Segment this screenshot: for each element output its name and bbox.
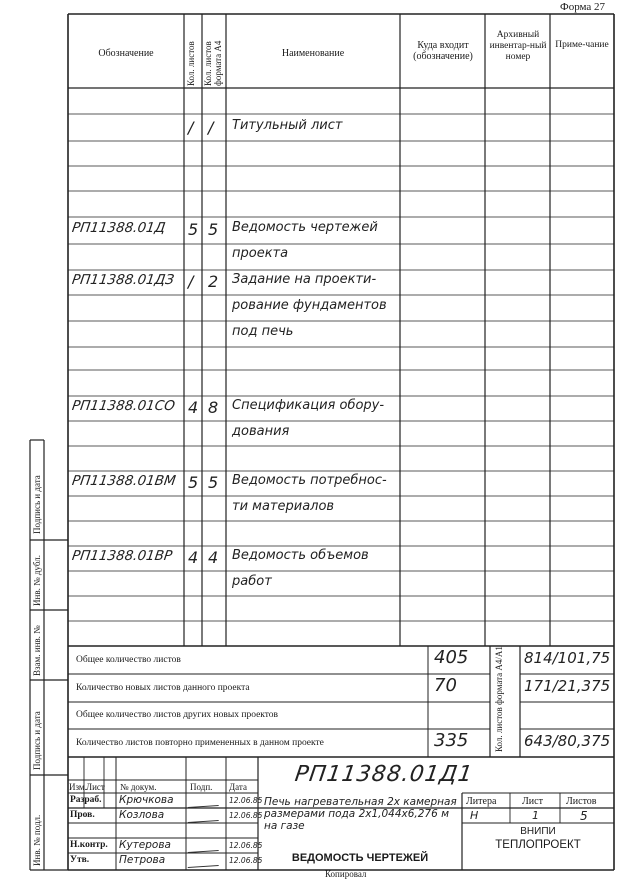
row-sheets-count: 4 — [188, 548, 199, 567]
row-name: ти материалов — [232, 499, 335, 514]
row-sheets-count: 4 — [188, 398, 199, 417]
row-name: рование фундаментов — [232, 298, 387, 313]
title-person-name: Козлова — [119, 809, 165, 821]
header-included-in: Куда входит (обозначение) — [413, 40, 473, 62]
header-note: Приме-чание — [555, 40, 609, 50]
title-col-header: № докум. — [120, 782, 157, 792]
row-sheets-a4: 4 — [208, 548, 219, 567]
side-inv-orig: Инв. № подл. — [32, 814, 42, 866]
side-sign-date-bottom: Подпись и дата — [32, 711, 42, 770]
sheets-value: 5 — [580, 809, 588, 823]
side-vzam-inv: Взам. инв. № — [32, 625, 42, 676]
row-name: Спецификация обору- — [232, 398, 385, 413]
litera-value: Н — [470, 809, 479, 822]
row-designation: РП11388.01ДЗ — [70, 272, 176, 288]
title-col-header: Дата — [229, 782, 247, 792]
doc-title: ВЕДОМОСТЬ ЧЕРТЕЖЕЙ — [291, 852, 429, 864]
title-date: 12.06.85 — [229, 856, 263, 865]
header-name: Наименование — [281, 48, 345, 59]
row-sheets-a4: 8 — [208, 398, 219, 417]
total-value: 70 — [434, 675, 457, 696]
total-a4-value: 814/101,75 — [524, 649, 611, 667]
row-name: Ведомость объемов — [232, 548, 369, 563]
header-sheets-a4 — [203, 16, 223, 86]
title-role: Н.контр. — [70, 840, 108, 850]
title-role: Пров. — [70, 810, 95, 820]
row-sheets-a4: 5 — [208, 220, 219, 239]
total-label: Количество листов повторно примененных в данном проекте — [76, 738, 324, 748]
row-name: работ — [232, 574, 272, 589]
org-line1: ВНИПИ — [520, 826, 556, 837]
title-role: Утв. — [70, 855, 90, 865]
row-name: дования — [232, 424, 290, 439]
row-sheets-count: 5 — [188, 220, 199, 239]
total-value: 335 — [434, 730, 469, 751]
sheets-label: Листов — [566, 796, 597, 807]
header-sheets-count: Кол. листов — [186, 41, 196, 86]
total-a4-value: 643/80,375 — [524, 732, 611, 750]
row-sheets-count: / — [188, 118, 194, 137]
side-sign-date-top: Подпись и дата — [32, 475, 42, 534]
title-col-header: Лист — [86, 782, 105, 792]
litera-label: Литера — [466, 796, 497, 807]
row-designation: РП11388.01СО — [70, 398, 176, 414]
row-name: Ведомость потребнос- — [232, 473, 387, 488]
row-sheets-count: 5 — [188, 473, 199, 492]
sheet-value: 1 — [532, 809, 539, 822]
row-name: Ведомость чертежей — [232, 220, 378, 235]
total-label: Общее количество листов — [76, 655, 181, 665]
sheet-label: Лист — [522, 796, 543, 807]
row-sheets-a4: / — [208, 118, 214, 137]
row-sheets-count: / — [188, 272, 194, 291]
footer-copied: Копировал — [325, 869, 367, 879]
doc-description: Печь нагревательная 2х камерная размерами пода 2х1,044х6,276 м на газе — [264, 796, 457, 832]
title-person-name: Кутерова — [119, 839, 171, 851]
side-inv-dupl: Инв. № дубл. — [32, 555, 42, 606]
header-archive: Архивный инвентар-ный номер — [489, 30, 547, 62]
row-sheets-a4: 5 — [208, 473, 219, 492]
row-designation: РП11388.01ВМ — [70, 473, 177, 489]
title-date: 12.06.85 — [229, 841, 263, 850]
total-a4-value: 171/21,375 — [524, 677, 611, 695]
title-date: 12.06.85 — [229, 811, 263, 820]
header-designation: Обозначение — [98, 48, 154, 59]
row-name: Задание на проекти- — [232, 272, 377, 287]
title-person-name: Крючкова — [119, 794, 174, 806]
doc-code: РП11388.01Д1 — [293, 762, 475, 787]
title-person-name: Петрова — [119, 854, 166, 866]
total-value: 405 — [434, 647, 469, 668]
org-line2: ТЕПЛОПРОЕКТ — [495, 839, 581, 851]
totals-side-label: Кол. листов формата А4/А1 — [494, 646, 504, 752]
row-name: под печь — [232, 324, 294, 339]
row-name: Титульный лист — [232, 118, 343, 133]
row-sheets-a4: 2 — [208, 272, 219, 291]
title-col-header: Подп. — [190, 782, 213, 792]
title-col-header: Изм. — [69, 782, 87, 792]
row-designation: РП11388.01ВР — [70, 548, 174, 564]
form-label: Форма 27 — [560, 1, 606, 13]
total-label: Количество новых листов данного проекта — [76, 683, 250, 693]
header-sheets-a4-text: Кол. листов формата А4 — [203, 40, 223, 86]
total-label: Общее количество листов других новых проектов — [76, 710, 279, 720]
row-name: проекта — [232, 246, 289, 261]
title-date: 12.06.85 — [229, 796, 263, 805]
title-role: Разраб. — [70, 795, 102, 805]
row-designation: РП11388.01Д — [70, 220, 167, 236]
